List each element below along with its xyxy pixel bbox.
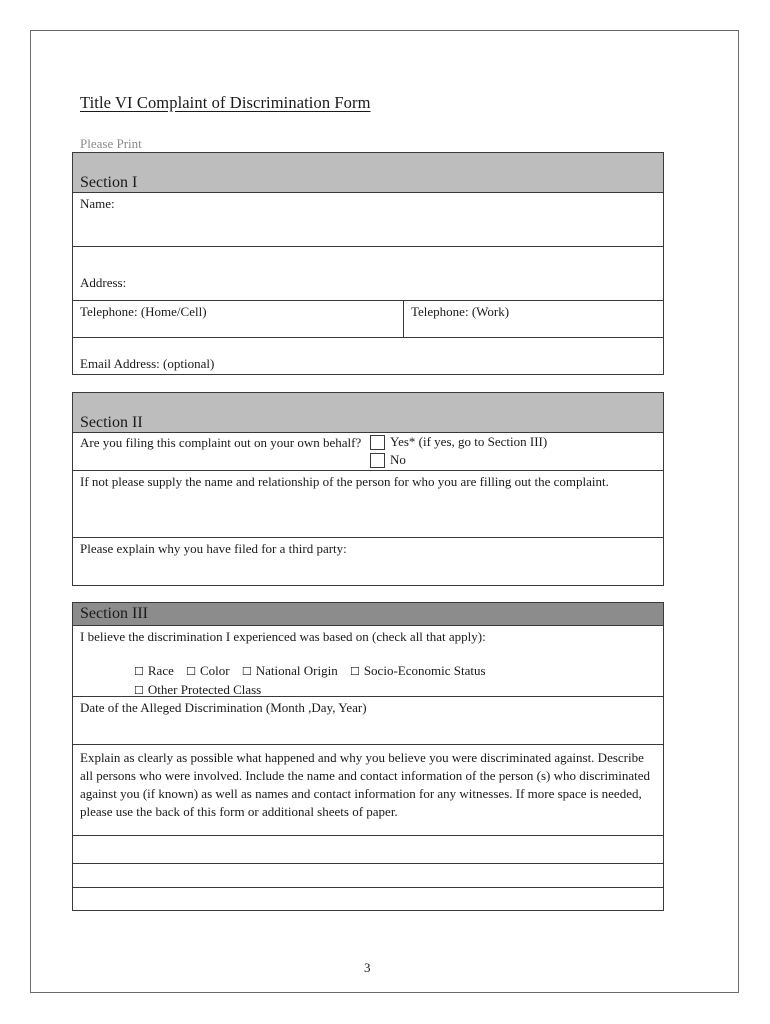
own-behalf-options: [370, 433, 547, 470]
national-origin-checkbox[interactable]: ☐: [241, 665, 252, 678]
page-number: 3: [364, 960, 371, 975]
section-2-heading: Section II: [73, 393, 663, 433]
third-party-reason-prompt: Please explain why you have filed for a third party:: [80, 541, 347, 556]
section-1-box: [72, 152, 664, 375]
telephone-home-label: Telephone: (Home/Cell): [80, 304, 207, 319]
third-party-info-field[interactable]: [73, 471, 663, 538]
section-2-box: [72, 392, 664, 586]
option-yes[interactable]: [370, 433, 547, 451]
option-no[interactable]: [370, 451, 547, 469]
basis-color[interactable]: ☐ Color: [186, 663, 230, 678]
basis-national-origin[interactable]: ☐ National Origin: [241, 663, 338, 678]
explanation-line-1[interactable]: [73, 836, 663, 864]
basis-other-protected-class[interactable]: ☐ Other Protected Class: [134, 682, 262, 697]
telephone-work-field[interactable]: [404, 301, 516, 337]
section-3-heading: Section III: [73, 603, 663, 626]
socio-economic-checkbox[interactable]: ☐: [349, 665, 360, 678]
other-protected-class-checkbox[interactable]: ☐: [134, 684, 144, 697]
explanation-line-3[interactable]: [73, 888, 663, 910]
email-field[interactable]: [73, 338, 663, 374]
name-label: Name:: [80, 196, 115, 211]
race-checkbox[interactable]: ☐: [134, 665, 144, 678]
explanation-prompt: Explain as clearly as possible what happened and why you believe you were discriminated against. Describe all persons who were involved. Include the name and contact information of the person (s) who discriminated against you (if known) as well as names and contact information for any witnesses. If more space is needed, please use the back of this form or additional sheets of paper.: [73, 745, 663, 836]
address-field[interactable]: [73, 247, 663, 301]
telephone-home-field[interactable]: [73, 301, 404, 337]
discrimination-basis-row: [73, 626, 663, 697]
name-field[interactable]: [73, 193, 663, 247]
own-behalf-question: Are you filing this complaint out on your own behalf?: [80, 435, 362, 450]
telephone-work-label: Telephone: (Work): [411, 304, 510, 319]
section-1-heading: Section I: [73, 153, 663, 193]
yes-label: Yes* (if yes, go to Section III): [390, 434, 548, 449]
explanation-line-2[interactable]: [73, 864, 663, 888]
yes-checkbox[interactable]: [370, 435, 385, 450]
third-party-info-prompt: If not please supply the name and relationship of the person for who you are filling out the complaint.: [80, 474, 609, 489]
own-behalf-question-row: [73, 433, 663, 471]
no-label: No: [390, 452, 406, 467]
email-label: Email Address: (optional): [80, 356, 215, 371]
third-party-reason-field[interactable]: [73, 538, 663, 585]
basis-race[interactable]: ☐ Race: [134, 663, 174, 678]
discrimination-basis-prompt: I believe the discrimination I experienced was based on (check all that apply):: [80, 629, 486, 644]
basis-options-line-1: [80, 662, 656, 681]
address-label: Address:: [80, 275, 127, 290]
color-checkbox[interactable]: ☐: [186, 665, 196, 678]
telephone-row: [73, 301, 663, 338]
no-checkbox[interactable]: [370, 453, 385, 468]
form-title: Title VI Complaint of Discrimination Form: [80, 93, 371, 112]
basis-socio-economic[interactable]: ☐ Socio-Economic Status: [349, 663, 486, 678]
please-print-note: Please Print: [80, 136, 142, 151]
date-field[interactable]: [73, 697, 663, 745]
date-label: Date of the Alleged Discrimination (Month ,Day, Year): [80, 700, 367, 715]
section-3-box: [72, 602, 664, 911]
